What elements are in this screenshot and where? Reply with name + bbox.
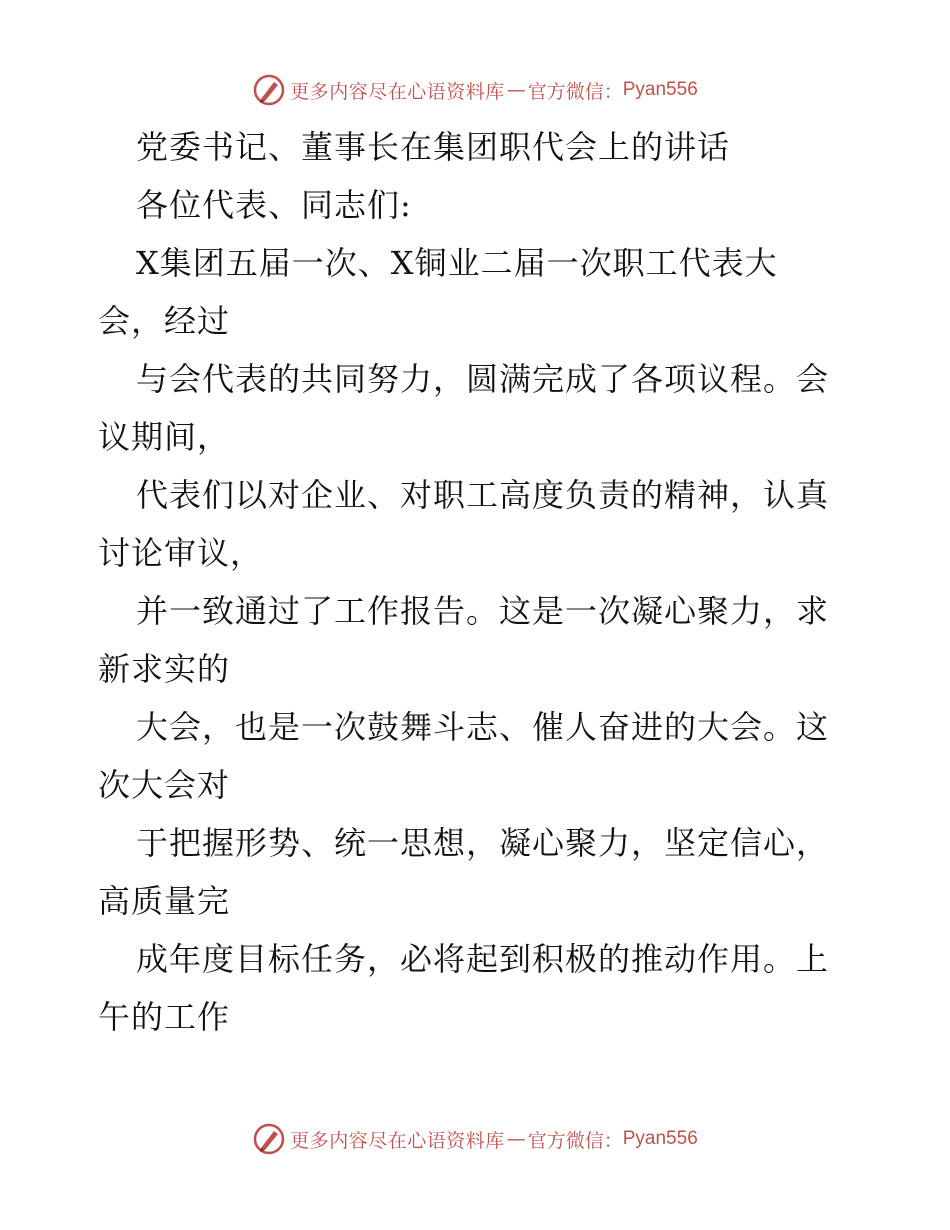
banner-wechat-id: Pyan556 xyxy=(622,79,698,100)
text-line: 大会，也是一次鼓舞斗志、催人奋进的大会。这 xyxy=(136,708,830,746)
banner-wechat-id: Pyan556 xyxy=(622,1128,698,1149)
banner-separator: — xyxy=(506,79,526,101)
text-line: 议期间， xyxy=(98,418,231,456)
text-line: 新求实的 xyxy=(98,650,231,688)
banner-separator: — xyxy=(506,1128,526,1150)
banner-wechat-label: 官方微信： xyxy=(527,1129,623,1152)
pen-circle-logo-icon xyxy=(252,73,286,107)
text-line: 成年度目标任务，必将起到积极的推动作用。上 xyxy=(136,940,830,978)
pen-circle-logo-icon xyxy=(252,1122,286,1156)
text-line: 与会代表的共同努力，圆满完成了各项议程。会 xyxy=(136,360,830,398)
text-line: 讨论审议， xyxy=(98,534,264,572)
banner-wechat-label: 官方微信： xyxy=(527,80,623,103)
text-line: 党委书记、董事长在集团职代会上的讲话 xyxy=(136,128,731,166)
text-line: 次大会对 xyxy=(98,766,231,804)
banner-main-text: 更多内容尽在心语资料库 xyxy=(290,80,505,103)
text-line: 于把握形势、统一思想，凝心聚力，坚定信心， xyxy=(136,824,830,862)
text-line: 各位代表、同志们: xyxy=(136,186,412,224)
text-line: 高质量完 xyxy=(98,882,231,920)
text-line: 会，经过 xyxy=(98,302,231,340)
header-banner xyxy=(0,70,950,110)
text-line: X集团五届一次、X铜业二届一次职工代表大 xyxy=(136,244,778,282)
text-line: 代表们以对企业、对职工高度负责的精神，认真 xyxy=(136,476,830,514)
footer-banner xyxy=(0,1119,950,1159)
text-line: 午的工作 xyxy=(98,998,231,1036)
banner-main-text: 更多内容尽在心语资料库 xyxy=(290,1129,505,1152)
text-line: 并一致通过了工作报告。这是一次凝心聚力，求 xyxy=(136,592,830,630)
document-body xyxy=(98,118,858,1046)
